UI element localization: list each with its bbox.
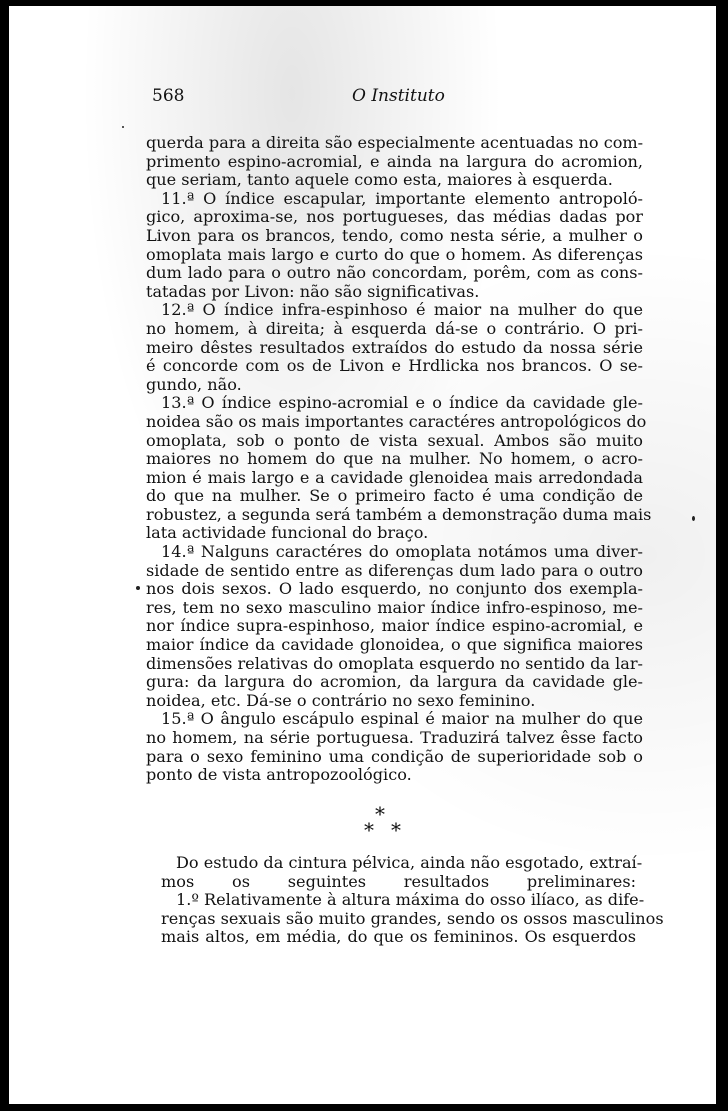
- text-line: ponto de vista antropozoológico.: [146, 765, 412, 785]
- text-line: meiro dêstes resultados extraídos do estudo da nossa série: [146, 337, 643, 357]
- page-number: 568: [152, 86, 185, 106]
- scan-speck: [122, 126, 124, 128]
- asterism-star: *: [364, 818, 374, 842]
- text-line: 15.ª O ângulo escápulo espinal é maior na mulher do que: [161, 709, 643, 729]
- body-text: [146, 133, 652, 785]
- text-line: é concorde com os de Livon e Hrdlicka nos brancos. O se-: [146, 356, 643, 376]
- text-line: mos os seguintes resultados preliminares:: [161, 871, 636, 891]
- book-page: [9, 6, 716, 1104]
- text-line: Livon para os brancos, tendo, como nesta série, a mulher o: [146, 225, 643, 245]
- text-line: 1.º Relativamente à altura máxima do osso ilíaco, as dife-: [176, 890, 645, 910]
- text-line: dum lado para o outro não concordam, porêm, com as cons-: [146, 263, 643, 283]
- text-line: noidea, etc. Dá-se o contrário no sexo feminino.: [146, 690, 536, 710]
- text-line: no homem, à direita; à esquerda dá-se o contrário. O pri-: [146, 318, 643, 338]
- text-line: noidea são os mais importantes caractéres antropológicos do: [146, 411, 647, 431]
- text-line: no homem, na série portuguesa. Traduzirá talvez êsse facto: [146, 728, 643, 747]
- text-line: gico, aproxima-se, nos portugueses, das médias dadas por: [146, 207, 643, 227]
- text-line: 14.ª Nalguns caractéres do omoplata notámos uma diver-: [161, 542, 643, 562]
- text-line: para o sexo feminino uma condição de superioridade sob o: [146, 746, 643, 766]
- text-line: do que na mulher. Se o primeiro facto é uma condição de: [146, 486, 643, 506]
- text-line: 12.ª O índice infra-espinhoso é maior na mulher do que: [161, 300, 643, 320]
- text-line: primento espino-acromial, e ainda na largura do acromion,: [146, 151, 643, 171]
- page-header: [152, 86, 632, 114]
- scan-speck: [136, 586, 140, 590]
- section-asterism: [349, 802, 429, 842]
- asterism-star: *: [375, 802, 385, 826]
- text-line: nos dois sexos. O lado esquerdo, no conjunto dos exempla-: [146, 579, 643, 599]
- text-line: res, tem no sexo masculino maior índice infro-espinoso, me-: [146, 597, 643, 617]
- text-line: nor índice supra-espinhoso, maior índice espino-acromial, e: [146, 616, 643, 636]
- text-line: gundo, não.: [146, 374, 242, 394]
- text-line: tatadas por Livon: não são significativas.: [146, 281, 480, 301]
- text-line: que seriam, tanto aquele como esta, maiores à esquerda.: [146, 170, 613, 190]
- text-line: dimensões relativas do omoplata esquerdo no sentido da lar-: [146, 653, 643, 673]
- text-line: robustez, a segunda será também a demonstração duma mais: [146, 504, 652, 524]
- text-line: 11.ª O índice escapular, importante elemento antropoló-: [161, 188, 643, 208]
- text-line: querda para a direita são especialmente acentuadas no com-: [146, 133, 644, 152]
- text-line: mais altos, em média, do que os femininos. Os esquerdos: [161, 927, 636, 947]
- asterism-star: *: [391, 818, 401, 842]
- text-line: Do estudo da cintura pélvica, ainda não esgotado, extraí-: [176, 853, 643, 872]
- scan-speck: [692, 516, 695, 521]
- running-title: O Instituto: [352, 86, 445, 106]
- text-line: omoplata, sob o ponto de vista sexual. Ambos são muito: [146, 430, 643, 450]
- text-line: mion é mais largo e a cavidade glenoidea mais arredondada: [146, 467, 643, 487]
- text-line: gura: da largura do acromion, da largura da cavidade gle-: [146, 672, 643, 692]
- text-line: maior índice da cavidade glonoidea, o que significa maiores: [146, 635, 643, 655]
- text-line: 13.ª O índice espino-acromial e o índice da cavidade gle-: [161, 393, 643, 413]
- text-line: sidade de sentido entre as diferenças dum lado para o outro: [146, 560, 643, 580]
- text-line: maiores no homem do que na mulher. No homem, o acro-: [146, 449, 643, 469]
- text-line: renças sexuais são muito grandes, sendo os ossos masculinos: [161, 908, 664, 928]
- lower-body-text: [161, 853, 664, 947]
- text-line: lata actividade funcional do braço.: [146, 523, 429, 543]
- text-line: omoplata mais largo e curto do que o homem. As diferenças: [146, 244, 643, 264]
